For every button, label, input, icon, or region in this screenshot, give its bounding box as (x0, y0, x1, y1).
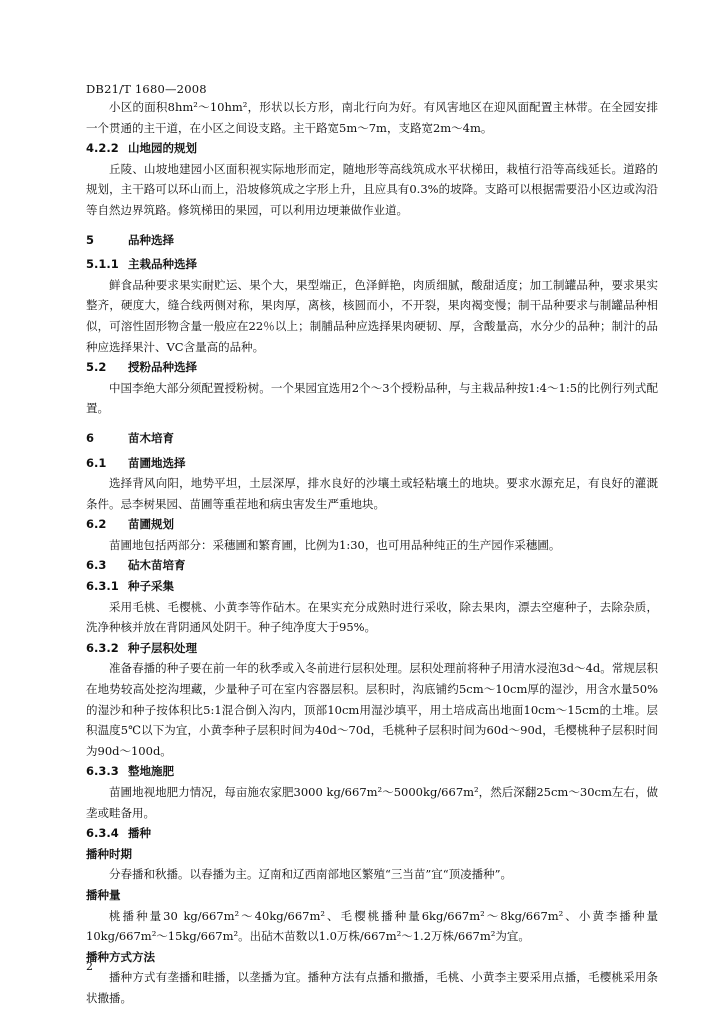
section-number: 6.3.1 (86, 579, 119, 594)
section-heading (86, 576, 658, 597)
section-title: 种子采集 (128, 579, 174, 594)
section-heading (86, 357, 658, 378)
page-number: 2 (86, 960, 93, 973)
section-number: 6 (86, 430, 95, 445)
section-number: 6.1 (86, 455, 107, 470)
section-title: 山地园的规划 (128, 141, 197, 156)
paragraph: 丘陵、山坡地建园小区面积视实际地形而定，随地形等高线筑成水平状梯田，栽植行沿等高线延长。道路的规划，主干路可以环山而上，沿坡修筑成之字形上升，且应具有0.3%的坡降。支路可以根据需要沿小区边或沟沿等自然边界筑路。修筑梯田的果园，可以利用边埂兼做作业道。 (86, 161, 658, 217)
section-number: 4.2.2 (86, 141, 119, 156)
section-heading (86, 514, 658, 535)
section-title: 品种选择 (128, 232, 174, 247)
section-number: 6.2 (86, 517, 107, 532)
subheading: 播种量 (86, 887, 121, 902)
paragraph: 桃播种量30 kg/667m²～40kg/667m²、毛樱桃播种量6kg/667m²～8kg/667m²、小黄李播种量10kg/667m²～15kg/667m²。出砧木苗数以1.0万株/667m²～1.2万株/667m²为宜。 (86, 908, 658, 944)
section-heading (86, 138, 658, 159)
section-number: 5 (86, 232, 95, 247)
section-number: 6.3 (86, 558, 107, 573)
section-heading (86, 555, 658, 576)
paragraph: 小区的面积8hm²～10hm²，形状以长方形，南北行向为好。有风害地区在迎风面配置主林带。在全园安排一个贯通的主干道，在小区之间设支路。主干路宽5m～7m，支路宽2m～4m。 (86, 100, 658, 135)
section-number: 6.3.2 (86, 640, 119, 655)
paragraph: 苗圃地视地肥力情况，每亩施农家肥3000 kg/667m²～5000kg/667m²，然后深翻25cm～30cm左右，做垄或畦备用。 (86, 785, 658, 820)
document-body (86, 97, 658, 1009)
paragraph: 鲜食品种要求果实耐贮运、果个大，果型端正，色泽鲜艳，肉质细腻，酸甜适度；加工制罐品种，要求果实整齐，硬度大，缝合线两侧对称，果肉厚，离核，核圆而小，不开裂，果肉褐变慢；制干品种要求与制罐品种相似，可溶性固形物含量一般应在22％以上；制脯品种应选择果肉硬韧、厚，含酸量高，水分少的品种；制汁的品种应选择果汁、VC含量高的品种。 (86, 277, 658, 354)
paragraph: 苗圃地包括两部分：采穗圃和繁育圃，比例为1:30，也可用品种纯正的生产园作采穗圃。 (109, 537, 561, 552)
section-heading (86, 823, 658, 844)
section-heading (86, 453, 658, 474)
section-title: 苗圃规划 (128, 517, 174, 532)
section-title: 苗木培育 (128, 430, 174, 445)
section-number: 5.1.1 (86, 257, 119, 272)
chapter-heading (86, 428, 658, 449)
paragraph: 分春播和秋播。以春播为主。辽南和辽西南部地区繁殖“三当苗”宜“顶凌播种”。 (109, 867, 513, 882)
section-title: 授粉品种选择 (128, 360, 197, 375)
section-number: 6.3.4 (86, 826, 119, 841)
section-title: 种子层积处理 (128, 640, 197, 655)
paragraph: 准备春播的种子要在前一年的秋季或入冬前进行层积处理。层积处理前将种子用清水浸泡3d～4d。常规层积在地势较高处挖沟埋藏，少量种子可在室内容器层积。层积时，沟底铺约5cm～10cm厚的湿沙，用含水量50%的湿沙和种子按体积比5:1混合倒入沟内，顶部10cm用湿沙填平，用土培成高出地面10cm～15cm的土堆。层积温度5℃以下为宜，小黄李种子层积时间为40d～70d，毛桃种子层积时间为60d～90d，毛樱桃种子层积时间为90d～100d。 (86, 661, 658, 758)
subheading: 播种方式方法 (86, 949, 155, 964)
section-title: 整地施肥 (128, 764, 174, 779)
section-title: 砧木苗培育 (128, 558, 186, 573)
section-number: 5.2 (86, 360, 107, 375)
paragraph: 播种方式有垄播和畦播，以垄播为宜。播种方法有点播和撒播，毛桃、小黄李主要采用点播，毛樱桃采用条状撒播。 (86, 970, 658, 1005)
paragraph: 选择背风向阳，地势平坦，土层深厚，排水良好的沙壤土或轻粘壤土的地块。要求水源充足，有良好的灌溉条件。忌李树果园、苗圃等重茬地和病虫害发生严重地块。 (86, 476, 658, 511)
subheading: 播种时期 (86, 846, 132, 861)
section-title: 苗圃地选择 (128, 455, 186, 470)
section-title: 主栽品种选择 (128, 257, 197, 272)
document-header: DB21/T 1680—2008 (86, 82, 207, 96)
paragraph: 中国李绝大部分须配置授粉树。一个果园宜选用2个～3个授粉品种，与主栽品种按1:4～1:5的比例行列式配置。 (86, 380, 658, 416)
section-title: 播种 (128, 826, 151, 841)
chapter-heading (86, 230, 658, 251)
paragraph: 采用毛桃、毛樱桃、小黄李等作砧木。在果实充分成熟时进行采收，除去果肉，漂去空瘪种子，去除杂质，洗净种核并放在背阴通风处阴干。种子纯净度大于95%。 (86, 599, 658, 635)
section-heading (86, 638, 658, 659)
section-heading (86, 761, 658, 782)
section-number: 6.3.3 (86, 764, 119, 779)
section-heading (86, 254, 658, 275)
